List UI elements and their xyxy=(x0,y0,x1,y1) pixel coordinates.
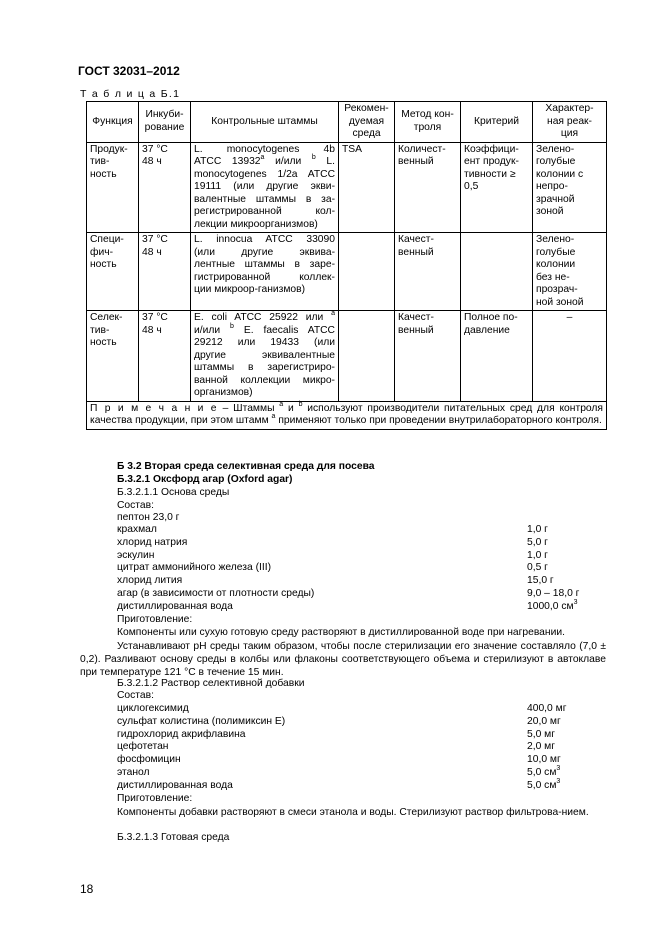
supplement-heading: Б.3.2.1.2 Раствор селективной добавки xyxy=(117,678,305,689)
strain-line: E. coli ATCC 25922 или $^a$ xyxy=(194,310,335,323)
ingredient-row: дистиллированная вода 5,0 $см^3$ xyxy=(117,778,561,791)
prep-paragraph: Устанавливают рН среды таким образом, чтобы после стерилизации его значение составляло (7,0 ± 0,2). Разливают основу среды в колбы или флаконы соответствующего объема и стерилизуют в автоклаве при температуре 121 °С в течение 15 мин. xyxy=(80,641,606,678)
cell-method: Качест- венный xyxy=(395,233,461,311)
strain-line: организмов) xyxy=(194,387,253,398)
footnote-a: a xyxy=(331,310,335,317)
col-header-function: Функция xyxy=(87,102,139,143)
cell-incubation: 37 °С 48 ч xyxy=(139,311,191,402)
cell-medium xyxy=(339,233,395,311)
table-row xyxy=(87,142,607,233)
cell-strains xyxy=(191,142,339,233)
ingredient-row: цефотетан 2,0 мг xyxy=(117,741,556,752)
footnote-a: a xyxy=(260,154,265,161)
ingredient-row: цитрат аммонийного железа (III) 0,5 г xyxy=(117,562,548,573)
cell-incubation: 37 °С 48 ч xyxy=(139,233,191,311)
strain-line: и/или $^b$ E. faecalis ATCC xyxy=(194,322,335,336)
cell-reaction: Зелено- голубые колонии без не- прозрач- ной зоной xyxy=(533,233,607,311)
strain-line: штаммы в зарегистриро- xyxy=(194,362,335,373)
base-heading: Б.3.2.1.1 Основа среды xyxy=(117,487,230,498)
ingredient-row: гидрохлорид акрифлавина 5,0 мг xyxy=(117,729,556,740)
cell-incubation: 37 °С 48 ч xyxy=(139,142,191,233)
cell-medium xyxy=(339,311,395,402)
col-header-method: Метод кон- троля xyxy=(395,102,461,143)
col-header-strains: Контрольные штаммы xyxy=(191,102,339,143)
cell-function: Селек- тив- ность xyxy=(87,311,139,402)
ingredient-row: фосфомицин 10,0 мг xyxy=(117,754,561,765)
document-id: ГОСТ 32031–2012 xyxy=(78,64,180,78)
strain-line: L. innocua ATCC 33090 xyxy=(194,234,335,245)
cell-strains xyxy=(191,233,339,311)
ready-medium-heading: Б.3.2.1.3 Готовая среда xyxy=(117,832,230,843)
strain-line: 19111 (или другие экви- xyxy=(194,181,335,192)
strain-line: 29212 или 19433 (или xyxy=(194,337,335,348)
strain-line: ATCC 13932$^a$ и/или $^b$ L. xyxy=(194,154,335,167)
cell-medium: TSA xyxy=(339,142,395,233)
cell-reaction: Зелено- голубые колонии с непро- зрачной зоной xyxy=(533,142,607,233)
cell-function: Специ- фич- ность xyxy=(87,233,139,311)
prep-paragraph: Компоненты или сухую готовую среду растворяют в дистиллированной воде при нагревании. xyxy=(117,627,565,638)
ingredient-row: хлорид натрия 5,0 г xyxy=(117,537,548,548)
table-row xyxy=(87,233,607,311)
ingredient-row: эскулин 1,0 г xyxy=(117,550,548,561)
footnote-b: b xyxy=(311,154,316,161)
table-note-row xyxy=(87,401,607,429)
strain-line: валентные штаммы в за- xyxy=(194,193,335,205)
cell-strains xyxy=(191,311,339,402)
col-header-incubation: Инкуби- рование xyxy=(139,102,191,143)
cell-reaction: – xyxy=(533,311,607,402)
table-header-row xyxy=(87,102,607,143)
ingredient-row: дистиллированная вода 1000,0 $см^3$ xyxy=(117,599,578,612)
table-caption: Т а б л и ц а Б.1 xyxy=(80,88,181,100)
cell-function: Продук- тив- ность xyxy=(87,142,139,233)
table-row xyxy=(87,311,607,402)
cell-method: Количест- венный xyxy=(395,142,461,233)
strain-line: регистрированной кол- xyxy=(194,206,335,217)
col-header-reaction: Характер- ная реак- ция xyxy=(533,102,607,143)
prep-label: Приготовление: xyxy=(117,793,193,804)
subsection-title: Б.3.2.1 Оксфорд агар (Oxford agar) xyxy=(117,474,293,485)
control-strains-table xyxy=(86,101,607,430)
prep-label: Приготовление: xyxy=(117,614,193,625)
strain-line: L. monocytogenes 4b xyxy=(194,143,335,155)
strain-line: лекции микроорганизмов) xyxy=(194,218,318,230)
section-title: Б 3.2 Вторая среда селективная среда для посева xyxy=(117,461,375,472)
peptone-line: пептон 23,0 г xyxy=(117,512,180,523)
page-number: 18 xyxy=(80,882,94,896)
cell-criterion xyxy=(461,233,533,311)
cell-criterion: Полное по- давление xyxy=(461,311,533,402)
composition-label: Состав: xyxy=(117,500,154,511)
cell-method: Качест- венный xyxy=(395,311,461,402)
composition-label: Состав: xyxy=(117,690,154,701)
prep-paragraph: Компоненты добавки растворяют в смеси этанола и воды. Стерилизуют раствор фильтрова-нием. xyxy=(117,807,589,818)
ingredient-row: циклогексимид 400,0 мг xyxy=(117,703,567,714)
table-note: П р и м е ч а н и е – Штаммы $^a$ и $^b$ используют производители питательных сред для контроля качества продукции, при этом штамм $^a$ применяют только при проведении внутрилабораторного контроля. xyxy=(87,401,607,429)
cell-criterion: Коэффици- ент продук- тивности ≥ 0,5 xyxy=(461,142,533,233)
strain-line: гистрированной коллек- xyxy=(194,271,335,283)
ingredient-row: агар (в зависимости от плотности среды) 9,0 – 18,0 г xyxy=(117,588,580,599)
strain-line: monocytogenes 1/2a ATCC xyxy=(194,168,335,180)
strain-line: ции микроор-ганизмов) xyxy=(194,284,306,295)
col-header-criterion: Критерий xyxy=(461,102,533,143)
strain-line: (или другие эквива- xyxy=(194,246,335,258)
ingredient-row: крахмал 1,0 г xyxy=(117,524,548,535)
footnote-b: b xyxy=(230,322,234,330)
strain-line: другие эквивалентные xyxy=(194,349,335,361)
strain-line: лентные штаммы в заре- xyxy=(194,259,335,270)
ingredient-row: этанол 5,0 $см^3$ xyxy=(117,765,561,778)
col-header-medium: Рекомен- дуемая среда xyxy=(339,102,395,143)
ingredient-row: хлорид лития 15,0 г xyxy=(117,575,554,586)
ingredient-row: сульфат колистина (полимиксин Е) 20,0 мг xyxy=(117,716,561,727)
strain-line: ванной коллекции микро- xyxy=(194,374,335,386)
